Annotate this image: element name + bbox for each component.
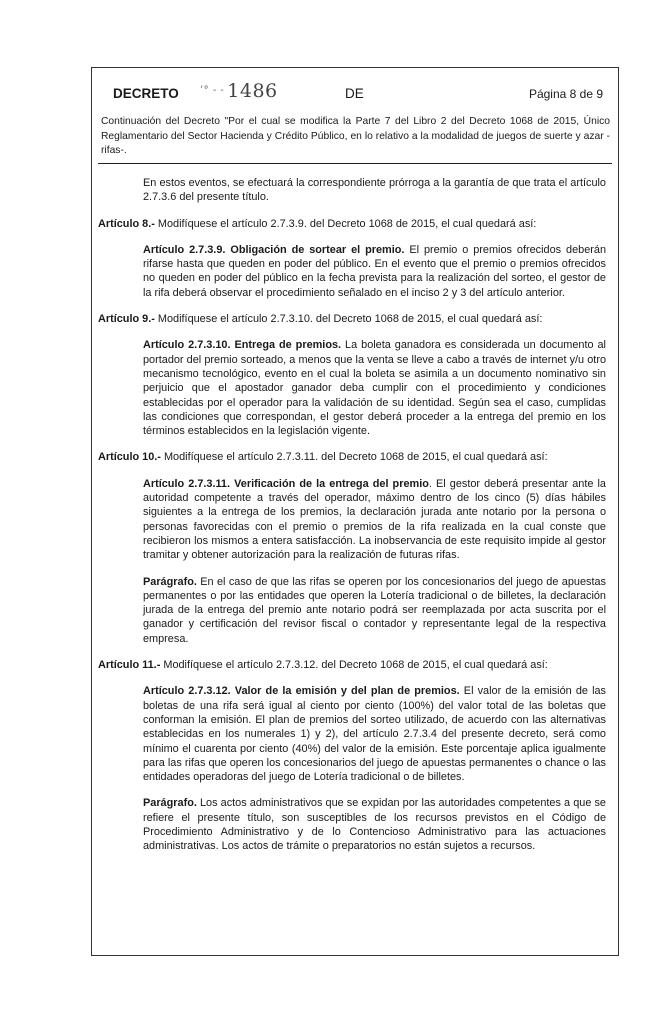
article-2-7-3-11-paragraph (143, 477, 606, 563)
paragrafo-article-10 (143, 575, 606, 646)
article-2-7-3-10-paragraph (143, 338, 606, 438)
paragrafo-text: Los actos administrativos que se expidan por las autoridades competentes a que se refiere el presente título, son susceptibles de los recursos previstos en el Código de Procedimiento Administrativo y de lo Contencioso Administrativo para las actuaciones administrativas. Los actos de trámite o preparatorios no están sujetos a recursos. (143, 797, 606, 853)
article-2-7-3-12-paragraph (143, 684, 606, 784)
decree-label: DECRETO (113, 86, 179, 101)
article-title: Artículo 2.7.3.10. Entrega de premios. (143, 339, 342, 352)
article-2-7-3-9-paragraph (143, 243, 606, 300)
decree-number-prefix: ’° - - (200, 85, 225, 96)
article-number: Artículo 9.- (98, 313, 155, 326)
article-number: Artículo 11.- (98, 659, 161, 672)
document-body (92, 176, 618, 854)
article-title: Artículo 2.7.3.12. Valor de la emisión y del plan de premios. (143, 685, 460, 698)
paragrafo-label: Parágrafo. (143, 575, 197, 588)
article-intro-text: Modifíquese el artículo 2.7.3.11. del Decreto 1068 de 2015, el cual quedará así: (160, 451, 548, 464)
decree-number: 1486 (227, 80, 278, 102)
document-page-frame (91, 67, 619, 956)
article-title: Artículo 2.7.3.11. Verificación de la entrega del premio (143, 477, 429, 490)
intro-paragraph: En estos eventos, se efectuará la correspondiente prórroga a la garantía de que trata el artículo 2.7.3.6 del presente título. (143, 177, 606, 204)
article-11-heading (98, 658, 606, 672)
header-divider (98, 163, 612, 164)
article-text: El premio o premios ofrecidos deberán rifarse hasta que queden en poder del público. En el evento que el premio o premios ofrecidos no queden en poder del público en la fecha prevista para la realización del sorteo, el gestor de la rifa deberá observar el procedimiento señalado en el inciso 2 y 3 del artículo anterior. (143, 243, 606, 299)
page-indicator: Página 8 de 9 (528, 87, 603, 101)
article-8-heading (98, 217, 606, 231)
document-header (92, 82, 618, 104)
article-9-heading (98, 312, 606, 326)
article-10-heading (98, 450, 606, 464)
article-text: La boleta ganadora es considerada un documento al portador del premio sorteado, a menos que la venta se lleve a cabo a través de internet y/u otro mecanismo tecnológico, evento en el cual la boleta se asimila a un documento nominativo sin perjuicio que el apostador ganador deba cumplir con el procedimiento y condiciones establecidas por el operador para la validación de su identidad. Según sea el caso, cumplidas las condiciones que correspondan, el gestor deberá proceder a la entrega del premio en los términos establecidos en la legislación vigente. (143, 339, 606, 438)
article-number: Artículo 8.- (98, 217, 155, 230)
article-text: El valor de la emisión de las boletas de una rifa será igual al ciento por ciento (100%) del valor total de las boletas que conforman la emisión. El plan de premios del sorteo utilizado, de acuerdo con las alternativas establecidas en los numerales 1) y 2), del artículo 2.7.3.4 del presente decreto, será como mínimo el cuarenta por ciento (40%) del valor de la emisión. Este porcentaje aplica igualmente para las rifas que operen los concesionarios del juego de apuestas permanentes o chance o las entidades operadoras del juego de Lotería tradicional o de billetes. (143, 685, 607, 784)
decree-number-stamp (200, 80, 278, 102)
article-title: Artículo 2.7.3.9. Obligación de sortear el premio. (143, 243, 405, 256)
article-intro-text: Modifíquese el artículo 2.7.3.10. del Decreto 1068 de 2015, el cual quedará así: (154, 313, 543, 326)
article-text: . El gestor deberá presentar ante la autoridad competente a través del operador, máximo dentro de los cinco (5) días hábiles siguientes a la entrega de los premios, la declaración jurada ante notario por la persona o personas favorecidas con el premio o premios de la rifa realizada en la cual conste que recibieron los mismos a entera satisfacción. La inobservancia de este requisito impide al gestor tramitar y obtener autorización para la realización de futuras rifas. (143, 477, 606, 562)
paragrafo-label: Parágrafo. (143, 797, 197, 810)
date-label: DE (345, 86, 364, 101)
article-intro-text: Modifíquese el artículo 2.7.3.9. del Decreto 1068 de 2015, el cual quedará así: (154, 217, 537, 230)
paragrafo-article-11 (143, 796, 606, 853)
decree-subtitle: Continuación del Decreto "Por el cual se modifica la Parte 7 del Libro 2 del Decreto 1068 de 2015, Único Reglamentario del Sector Hacienda y Crédito Público, en lo relativo a la modalidad de juegos de suerte y azar -rifas-. (101, 116, 610, 156)
article-intro-text: Modifíquese el artículo 2.7.3.12. del Decreto 1068 de 2015, el cual quedará así: (160, 659, 548, 672)
article-number: Artículo 10.- (98, 451, 161, 464)
paragrafo-text: En el caso de que las rifas se operen por los concesionarios del juego de apuestas permanentes o por las entidades que operen la Lotería tradicional o de billetes, la declaración jurada de la entrega del premio ante notario podrá ser reemplazada por acta suscrita por el ganador y certificación del revisor fiscal o contador y representante legal de la respectiva empresa. (143, 575, 606, 645)
